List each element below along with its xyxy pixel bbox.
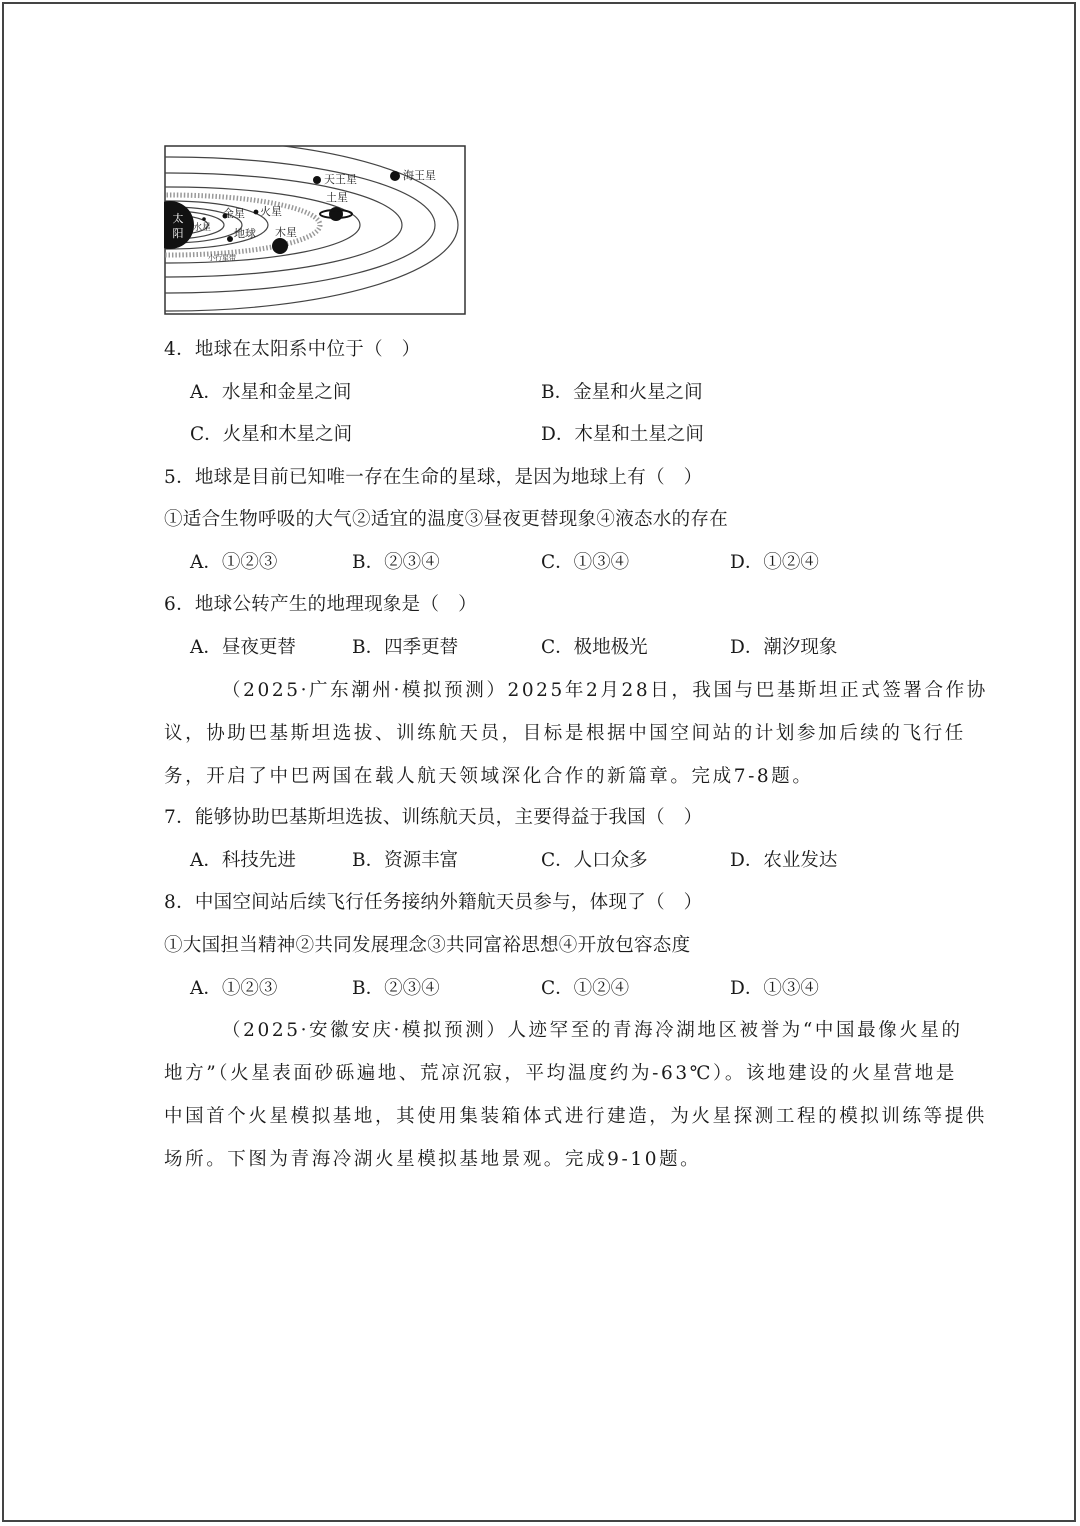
jupiter-dot bbox=[272, 238, 288, 254]
q5-stem: 5．地球是目前已知唯一存在生命的星球，是因为地球上有（ ） bbox=[164, 467, 703, 488]
q8-option-d: D．①③④ bbox=[730, 978, 819, 999]
mercury-dot bbox=[202, 217, 206, 221]
mars-dot bbox=[254, 210, 259, 215]
q8-stem: 8．中国空间站后续飞行任务接纳外籍航天员参与，体现了（ ） bbox=[164, 892, 703, 913]
q5-option-b: B．②③④ bbox=[352, 552, 440, 573]
asteroid-belt-label: 小行星带 bbox=[208, 254, 236, 262]
mercury-label: 水星 bbox=[193, 223, 212, 233]
material2-line-1: （2025·安徽安庆·模拟预测）人迹罕至的青海冷湖地区被誉为“中国最像火星的 bbox=[222, 1020, 963, 1041]
q7-option-d: D．农业发达 bbox=[730, 850, 838, 871]
uranus-dot bbox=[313, 176, 321, 184]
q8-items: ①大国担当精神②共同发展理念③共同富裕思想④开放包容态度 bbox=[164, 935, 691, 956]
q4-option-b: B．金星和火星之间 bbox=[541, 382, 703, 403]
q7-option-b: B．资源丰富 bbox=[352, 850, 459, 871]
q5-option-d: D．①②④ bbox=[730, 552, 819, 573]
q7-stem: 7．能够协助巴基斯坦选拔、训练航天员，主要得益于我国（ ） bbox=[164, 807, 703, 828]
q5-option-c: C．①③④ bbox=[541, 552, 630, 573]
q6-stem: 6．地球公转产生的地理现象是（ ） bbox=[164, 594, 477, 615]
uranus-label: 天王星 bbox=[324, 173, 357, 186]
q4-option-a: A．水星和金星之间 bbox=[190, 382, 352, 403]
mars-label: 火星 bbox=[260, 205, 282, 218]
jupiter-label: 木星 bbox=[275, 226, 297, 239]
earth-dot bbox=[227, 236, 233, 242]
material2-line-2: 地方”（火星表面砂砾遍地、荒凉沉寂，平均温度约为-63℃）。该地建设的火星营地是 bbox=[164, 1063, 957, 1084]
q5-items: ①适合生物呼吸的大气②适宜的温度③昼夜更替现象④液态水的存在 bbox=[164, 509, 729, 530]
q4-stem: 4．地球在太阳系中位于（ ） bbox=[164, 339, 421, 360]
earth-label: 地球 bbox=[234, 227, 256, 240]
solar-system-diagram bbox=[164, 145, 466, 315]
neptune-dot bbox=[390, 171, 400, 181]
q8-option-a: A．①②③ bbox=[190, 978, 278, 999]
neptune-label: 海王星 bbox=[403, 169, 436, 182]
material2-line-3: 中国首个火星模拟基地，其使用集装箱体式进行建造，为火星探测工程的模拟训练等提供 bbox=[164, 1106, 987, 1127]
venus-label: 金星 bbox=[223, 207, 245, 220]
q5-option-a: A．①②③ bbox=[190, 552, 278, 573]
q6-option-c: C．极地极光 bbox=[541, 637, 648, 658]
sun-label-1: 太 bbox=[172, 212, 184, 225]
material1-line-1: （2025·广东潮州·模拟预测）2025年2月28日，我国与巴基斯坦正式签署合作协 bbox=[222, 680, 988, 701]
q6-option-d: D．潮汐现象 bbox=[730, 637, 838, 658]
q6-option-a: A．昼夜更替 bbox=[190, 637, 296, 658]
material1-line-3: 务，开启了中巴两国在载人航天领域深化合作的新篇章。完成7-8题。 bbox=[164, 766, 814, 787]
q7-option-a: A．科技先进 bbox=[190, 850, 296, 871]
q4-option-d: D．木星和土星之间 bbox=[541, 424, 704, 445]
saturn-label: 土星 bbox=[326, 191, 348, 204]
q7-option-c: C．人口众多 bbox=[541, 850, 648, 871]
q8-option-b: B．②③④ bbox=[352, 978, 440, 999]
material1-line-2: 议，协助巴基斯坦选拔、训练航天员，目标是根据中国空间站的计划参加后续的飞行任 bbox=[164, 723, 966, 744]
q6-option-b: B．四季更替 bbox=[352, 637, 459, 658]
q4-option-c: C．火星和木星之间 bbox=[190, 424, 353, 445]
q8-option-c: C．①②④ bbox=[541, 978, 630, 999]
sun-label-2: 阳 bbox=[172, 227, 184, 240]
material2-line-4: 场所。下图为青海冷湖火星模拟基地景观。完成9-10题。 bbox=[164, 1149, 702, 1170]
